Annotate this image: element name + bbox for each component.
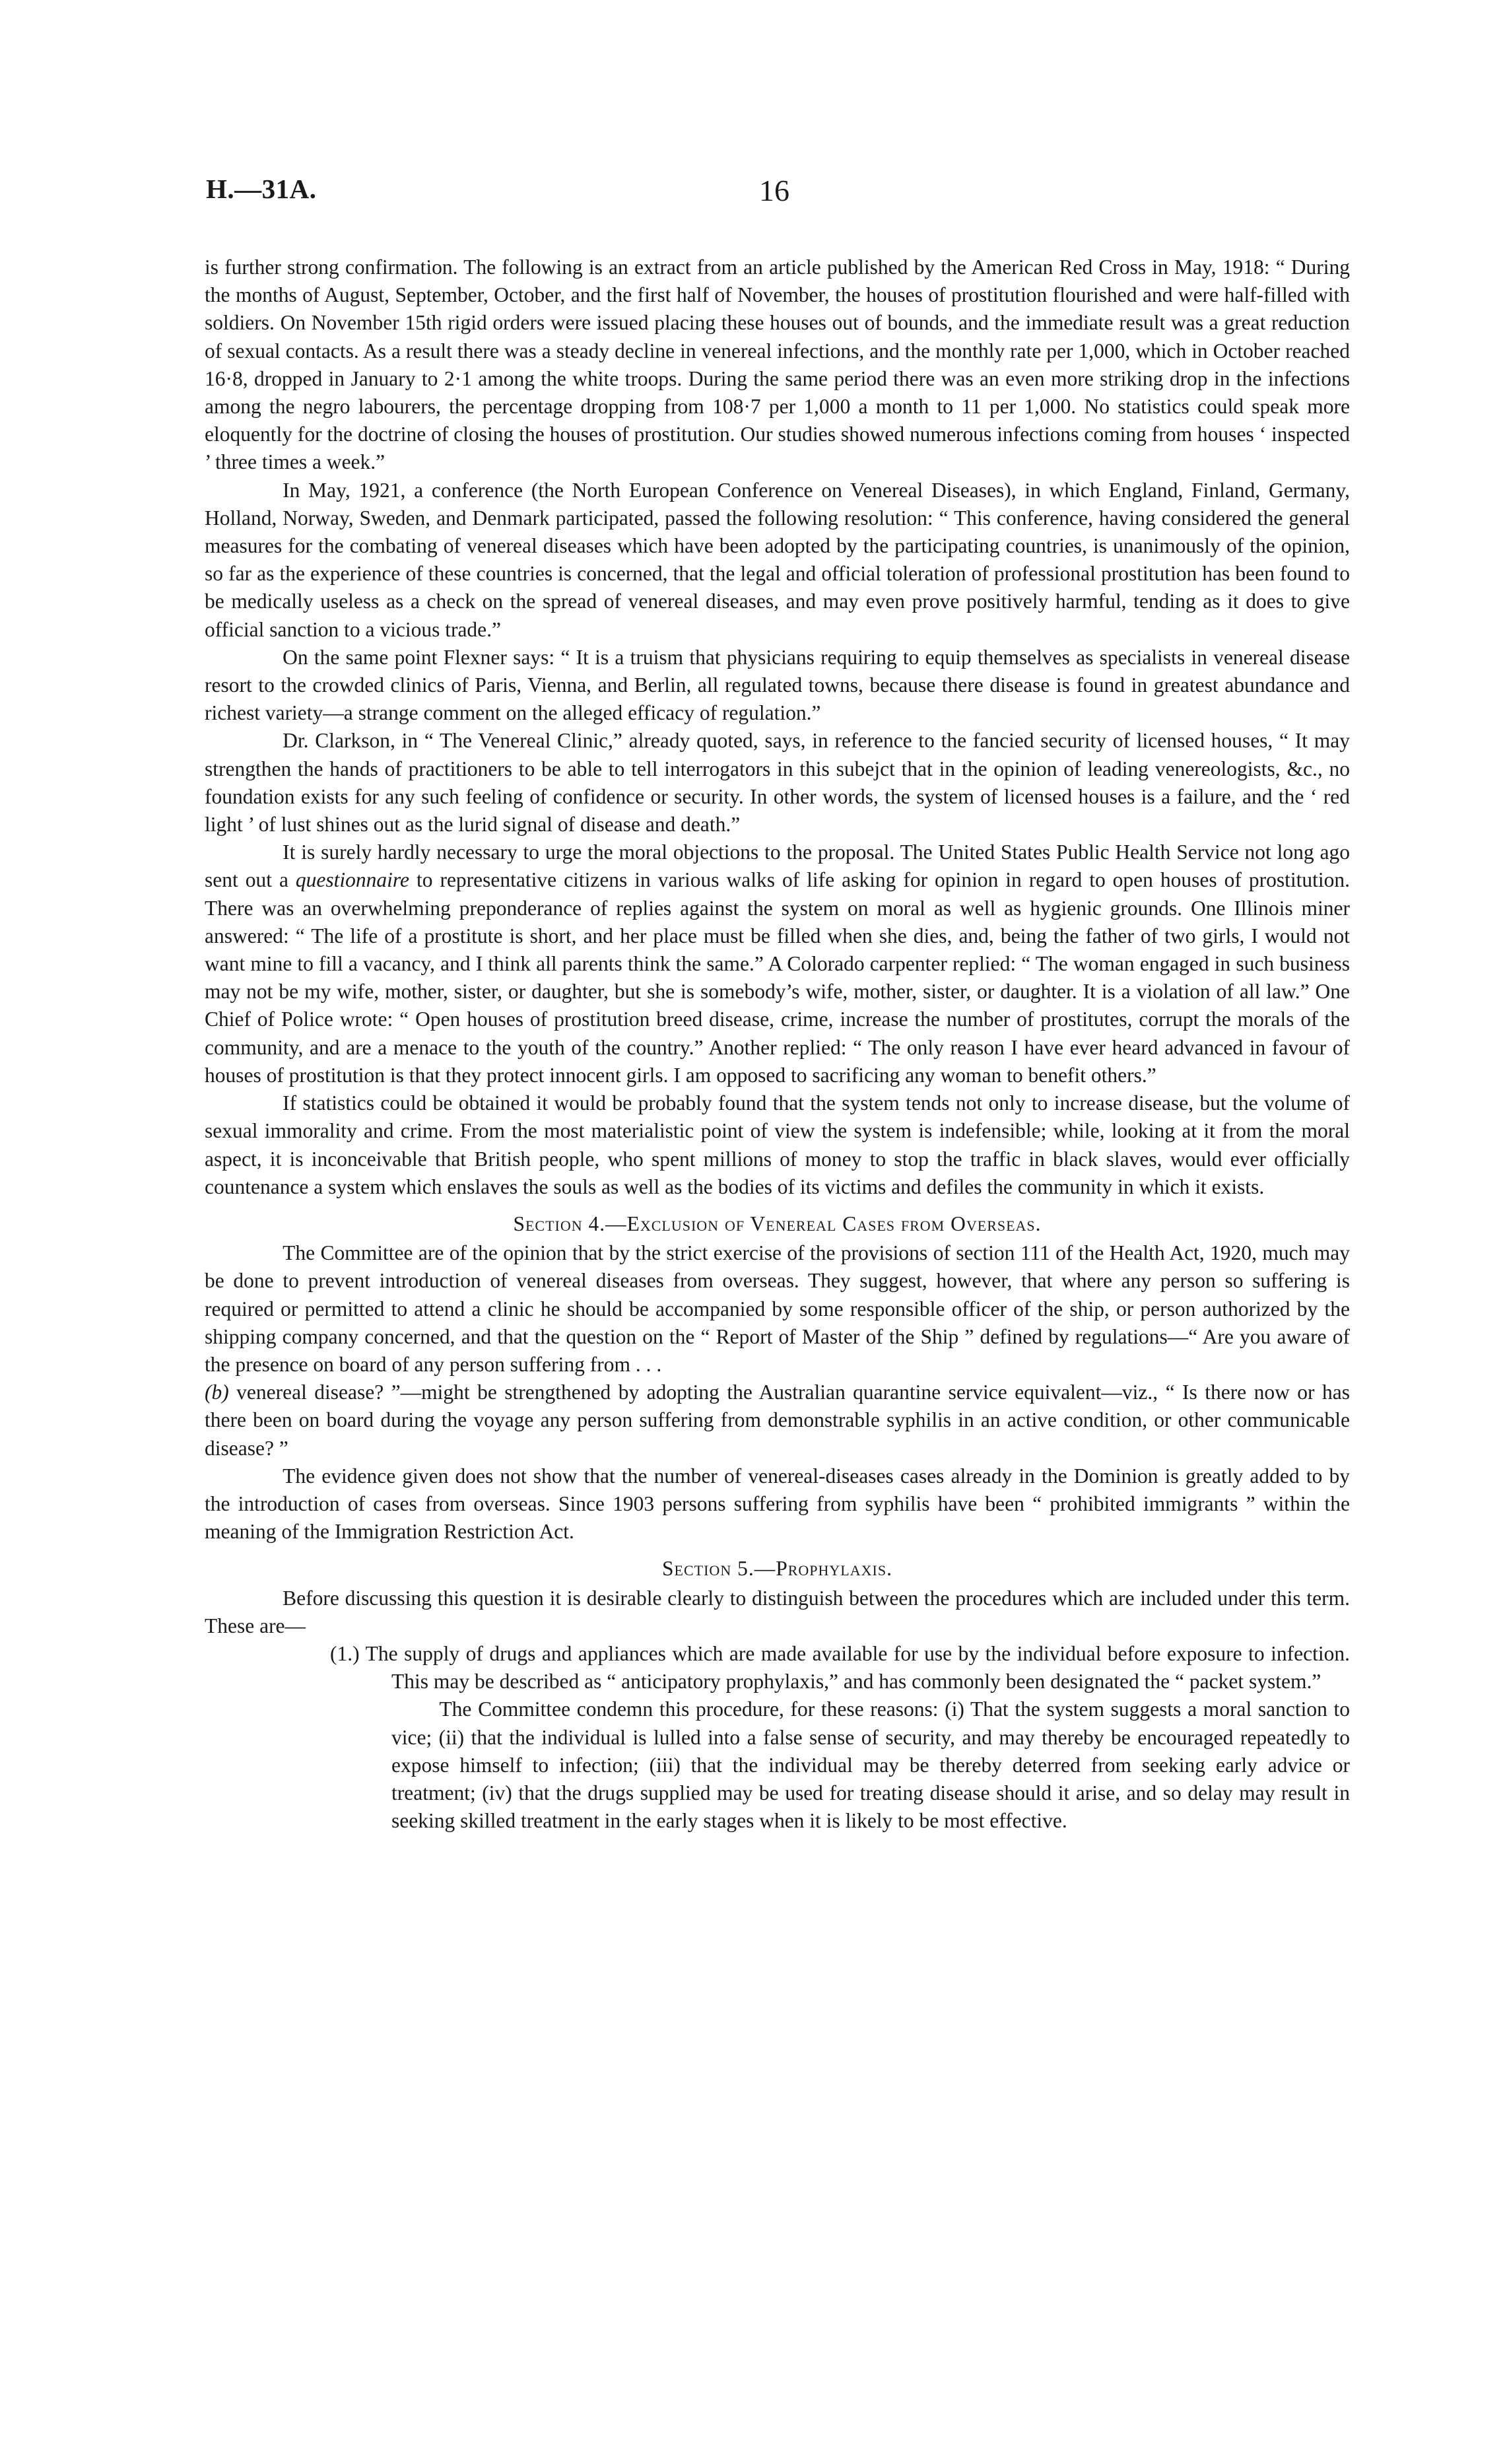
italic-term: questionnaire	[295, 868, 409, 892]
text-span: venereal disease? ”—might be strengthened by adopting the Australian quarantine service equivalent—viz., “ Is there now or has there been on board during the voyage any person suffering from demonstrable syphilis in an active condition, or other communicable disease? ”	[205, 1381, 1350, 1460]
item-label: (1.)	[330, 1641, 360, 1665]
paragraph-committee-condemn: The Committee condemn this procedure, for these reasons: (i) That the system suggests a moral sanction to vice; (ii) that the individual is lulled into a false sense of security, and may thereby be encouraged repeatedly to expose himself to infection; (iii) that the individual may be thereby deterred from seeking early advice or treatment; (iv) that the drugs supplied may be used for treating disease should it arise, and so delay may result in seeking skilled treatment in the early stages when it is likely to be most effective.	[391, 1697, 1350, 1833]
list-item-1	[205, 1640, 1350, 1695]
paragraph-continuation: is further strong confirmation. The following is an extract from an article published by the American Red Cross in May, 1918: “ During the months of August, September, October, and the first half of November, the houses of prostitution flourished and were half-filled with soldiers. On November 15th rigid orders were issued placing these houses out of bounds, and the immediate result was a great reduction of sexual contacts. As a result there was a steady decline in venereal infections, and the monthly rate per 1,000, which in October reached 16·8, dropped in January to 2·1 among the white troops. During the same period there was an even more striking drop in the infections among the negro labourers, the percentage dropping from 108·7 per 1,000 a month to 11 per 1,000. No statistics could speak more eloquently for the doctrine of closing the houses of prostitution. Our studies showed numerous infections coming from houses ‘ inspected ’ three times a week.”	[205, 256, 1350, 474]
paragraph-committee-opinion: The Committee are of the opinion that by the strict exercise of the provisions of section 111 of the Health Act, 1920, much may be done to prevent introduction of venereal diseases from overseas. They suggest, however, that where any person so suffering is required or permitted to attend a clinic he should be accompanied by some responsible officer of the ship, or person authorized by the shipping company concerned, and that the question on the “ Report of Master of the Ship ” defined by regulations—“ Are you aware of the presence on board of any person suffering from . . .	[205, 1241, 1350, 1376]
item-label: (b)	[205, 1381, 229, 1404]
section-heading-4: Section 4.—Exclusion of Venereal Cases from Overseas.	[513, 1212, 1042, 1235]
text-span: to representative citizens in various walks of life asking for opinion in regard to open houses of prostitution. There was an overwhelming preponderance of replies against the system on moral as well as hygienic grounds. One Illinois miner answered: “ The life of a prostitute is short, and her place must be filled when she dies, and, being the father of two girls, I would not want mine to fill a vacancy, and I think all parents think the same.” A Colorado carpenter replied: “ The woman engaged in such business may not be my wife, mother, sister, or daughter, but she is somebody’s wife, mother, sister, or daughter. It is a violation of all law.” One Chief of Police wrote: “ Open houses of prostitution breed disease, crime, increase the number of prostitutes, corrupt the morals of the community, and are a menace to the youth of the country.” Another replied: “ The only reason I have ever heard advanced in favour of houses of prostitution is that they protect innocent girls. I am opposed to sacrificing any woman to benefit others.”	[205, 868, 1350, 1087]
paragraph-prophylaxis-intro: Before discussing this question it is desirable clearly to distinguish between the procedures which are included under this term. These are—	[205, 1586, 1350, 1637]
document-reference: H.—31A.	[206, 174, 317, 204]
paragraph-venereal-disease-question	[205, 1379, 1350, 1462]
paragraph-clarkson: Dr. Clarkson, in “ The Venereal Clinic,” already quoted, says, in reference to the fancied security of licensed houses, “ It may strengthen the hands of practitioners to be able to tell interrogators in this subejct that in the opinion of leading venereologists, &c., no foundation exists for any such feeling of confidence or security. In other words, the system of licensed houses is a failure, and the ‘ red light ’ of lust shines out as the lurid signal of disease and death.”	[205, 729, 1350, 837]
body-text	[205, 254, 1350, 1835]
page-number: 16	[759, 174, 789, 207]
section-heading-5: Section 5.—Prophylaxis.	[662, 1557, 892, 1581]
paragraph-moral-objections	[205, 838, 1350, 1089]
paragraph-statistics: If statistics could be obtained it would be probably found that the system tends not only to increase disease, but the volume of sexual immorality and crime. From the most materialistic point of view the system is indefensible; while, looking at it from the moral aspect, it is inconceivable that British people, who spent millions of money to stop the traffic in black slaves, would ever officially countenance a system which enslaves the souls as well as the bodies of its victims and defiles the community in which it exists.	[205, 1091, 1350, 1198]
text-span: The supply of drugs and appliances which are made available for use by the individual before exposure to infection. This may be described as “ anticipatory prophylaxis,” and has commonly been designated the “ packet system.”	[365, 1641, 1350, 1694]
paragraph-evidence: The evidence given does not show that the number of venereal-diseases cases already in the Dominion is greatly added to by the introduction of cases from overseas. Since 1903 persons suffering from syphilis have been “ prohibited immigrants ” within the meaning of the Immigration Restriction Act.	[205, 1464, 1350, 1544]
paragraph-flexner: On the same point Flexner says: “ It is a truism that physicians requiring to equip themselves as specialists in venereal disease resort to the crowded clinics of Paris, Vienna, and Berlin, all regulated towns, because there disease is found in greatest abundance and richest variety—a strange comment on the alleged efficacy of regulation.”	[205, 645, 1350, 725]
text-span: It is surely hardly necessary to urge the moral objections to the proposal. The United States Public Health Service not long ago sent out a	[205, 840, 1350, 892]
page-header	[206, 173, 1350, 213]
paragraph-conference-resolution: In May, 1921, a conference (the North European Conference on Venereal Diseases), in which England, Finland, Germany, Holland, Norway, Sweden, and Denmark participated, passed the following resolution: “ This conference, having considered the general measures for the combating of venereal diseases which have been adopted by the participating countries, is unanimously of the opinion, so far as the experience of these countries is concerned, that the legal and official toleration of professional prostitution has been found to be medically useless as a check on the spread of venereal diseases, and may even prove positively harmful, tending as it does to give official sanction to a vicious trade.”	[205, 478, 1350, 641]
